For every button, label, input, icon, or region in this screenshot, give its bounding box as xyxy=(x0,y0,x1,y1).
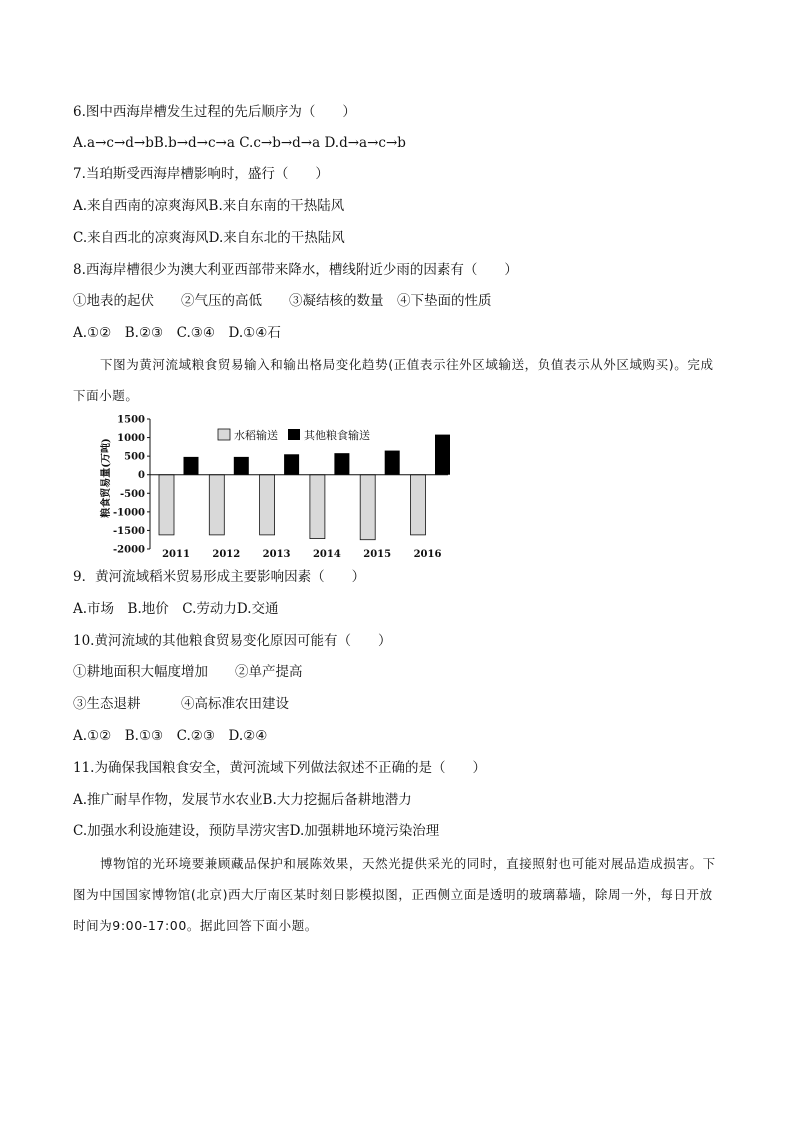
y-tick-label: -500 xyxy=(119,488,145,500)
question-10-options: A.①② B.①③ C.②③ D.②④ xyxy=(73,728,268,744)
y-tick-label: -2000 xyxy=(113,544,145,556)
grain-trade-bar-chart xyxy=(96,410,456,560)
x-tick-label: 2015 xyxy=(363,549,392,560)
y-tick-label: 1000 xyxy=(117,433,145,445)
question-9: 9．黄河流域稻米贸易形成主要影响因素（ ） xyxy=(73,569,366,585)
intro-paragraph-museum: 博物馆的光环境要兼顾藏品保护和展陈效果，天然光提供采光的同时，直接照射也可能对展品造成损害。下图为中国国家博物馆(北京)西大厅南区某时刻日影模拟图，正西侧立面是透明的玻璃幕墙，除周一外，每日开放时间为9:00-17:00。据此回答下面小题。 xyxy=(73,856,716,933)
question-10-items-2: ③生态退耕 ④高标准农田建设 xyxy=(73,696,289,712)
x-tick-label: 2011 xyxy=(162,549,190,560)
question-7-options-1: A.来自西南的凉爽海风B.来自东南的干热陆风 xyxy=(73,198,345,214)
y-tick-label: -1500 xyxy=(113,525,145,537)
bar-other-grain xyxy=(435,435,450,475)
bar-rice xyxy=(411,475,426,535)
bar-rice xyxy=(159,475,174,535)
bar-rice xyxy=(209,475,224,535)
question-11-options-1: A.推广耐旱作物，发展节水农业B.大力挖掘后备耕地潜力 xyxy=(73,792,412,808)
bar-other-grain xyxy=(184,457,199,475)
legend-swatch-other-grain xyxy=(288,429,300,440)
legend-swatch-rice xyxy=(218,429,230,440)
legend-label-other-grain: 其他粮食输送 xyxy=(304,429,370,442)
bar-other-grain xyxy=(334,453,349,475)
x-tick-label: 2016 xyxy=(413,549,442,560)
question-7-options-2: C.来自西北的凉爽海风D.来自东北的干热陆风 xyxy=(73,230,345,246)
y-tick-label: 0 xyxy=(138,470,145,482)
question-10-items-1: ①耕地面积大幅度增加 ②单产提高 xyxy=(73,664,303,680)
y-tick-label: 1500 xyxy=(117,414,145,426)
bar-other-grain xyxy=(234,457,249,475)
y-axis-label: 粮食贸易量(万吨) xyxy=(101,438,112,518)
y-tick-label: 500 xyxy=(124,451,145,463)
x-tick-label: 2013 xyxy=(262,549,291,560)
bar-rice xyxy=(260,475,275,535)
bar-other-grain xyxy=(284,454,299,474)
question-11: 11.为确保我国粮食安全，黄河流域下列做法叙述不正确的是（ ） xyxy=(73,760,486,776)
question-8: 8.西海岸槽很少为澳大利亚西部带来降水，槽线附近少雨的因素有（ ） xyxy=(73,262,518,278)
bar-rice xyxy=(360,475,375,540)
question-6-options: A.a→c→d→bB.b→d→c→a C.c→b→d→a D.d→a→c→b xyxy=(73,135,406,151)
x-tick-label: 2012 xyxy=(212,549,241,560)
question-11-options-2: C.加强水利设施建设，预防旱涝灾害D.加强耕地环境污染治理 xyxy=(73,823,440,839)
chart-legend xyxy=(218,428,370,442)
question-10: 10.黄河流域的其他粮食贸易变化原因可能有（ ） xyxy=(73,633,392,649)
question-8-options: A.①② B.②③ C.③④ D.①④石 xyxy=(73,325,281,341)
y-tick-label: -1000 xyxy=(113,507,145,519)
bar-other-grain xyxy=(385,451,400,475)
x-tick-label: 2014 xyxy=(312,549,341,560)
bar-rice xyxy=(310,475,325,539)
question-6: 6.图中西海岸槽发生过程的先后顺序为（ ） xyxy=(73,104,356,120)
question-7: 7.当珀斯受西海岸槽影响时，盛行（ ） xyxy=(73,166,329,182)
intro-paragraph-grain: 下图为黄河流域粮食贸易输入和输出格局变化趋势(正值表示往外区域输送，负值表示从外区域购买)。完成下面小题。 xyxy=(73,357,714,403)
question-8-items: ①地表的起伏 ②气压的高低 ③凝结核的数量 ④下垫面的性质 xyxy=(73,293,492,309)
legend-label-rice: 水稻输送 xyxy=(234,429,278,442)
question-9-options: A.市场 B.地价 C.劳动力D.交通 xyxy=(73,601,279,617)
